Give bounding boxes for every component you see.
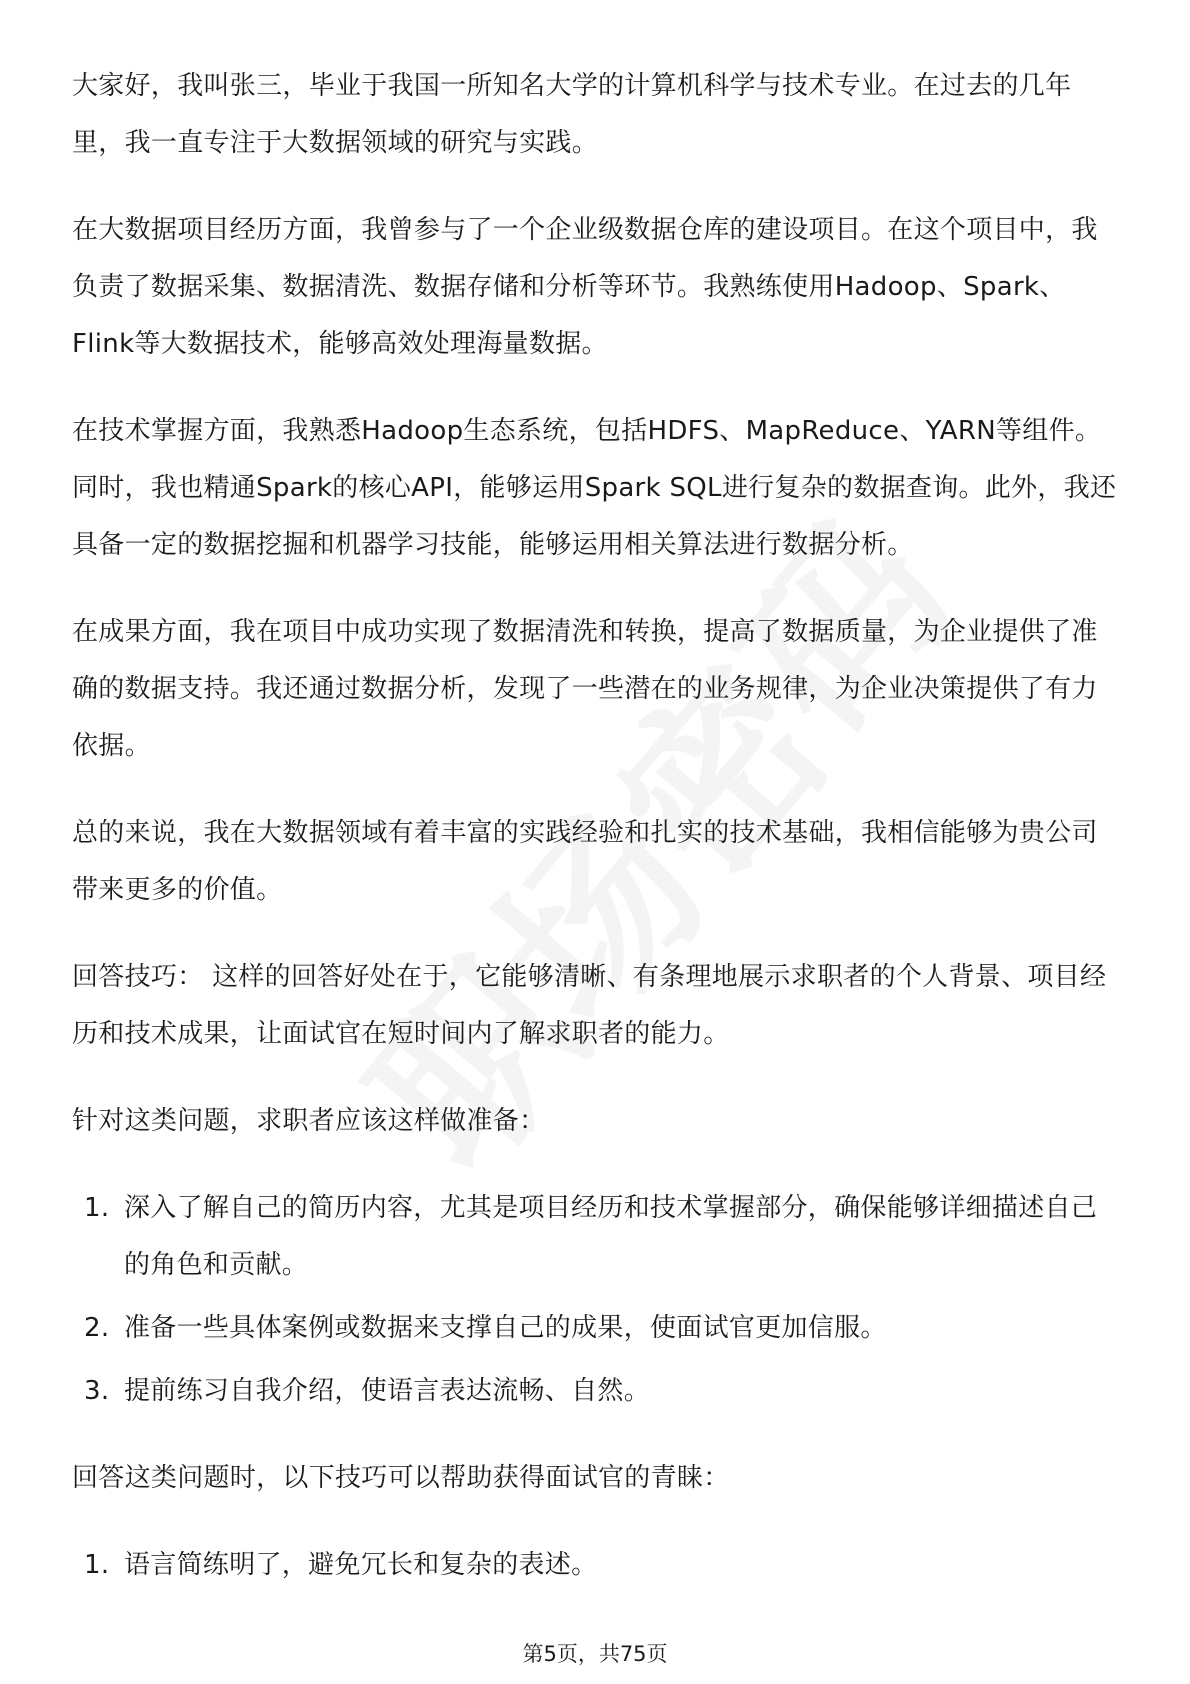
- intro-paragraph: 大家好，我叫张三，毕业于我国一所知名大学的计算机科学与技术专业。在过去的几年里，我一直专注于大数据领域的研究与实践。: [72, 71, 1072, 158]
- list-item: [72, 1537, 1122, 1594]
- page-number-footer: 第5页，共75页: [522, 1642, 668, 1666]
- list-item-text: 深入了解自己的简历内容，尤其是项目经历和技术掌握部分，确保能够详细描述自己的角色和贡献。: [124, 1193, 1098, 1280]
- achievements-paragraph: 在成果方面，我在项目中成功实现了数据清洗和转换，提高了数据质量，为企业提供了准确的数据支持。我还通过数据分析，发现了一些潜在的业务规律，为企业决策提供了有力依据。: [72, 617, 1098, 761]
- list-number: 1.: [84, 1550, 110, 1580]
- preparation-heading: 针对这类问题，求职者应该这样做准备：: [72, 1106, 546, 1136]
- list-item: [72, 1363, 1122, 1420]
- list-item: [72, 1300, 1122, 1357]
- preparation-list: [72, 1180, 1122, 1420]
- summary-paragraph: 总的来说，我在大数据领域有着丰富的实践经验和扎实的技术基础，我相信能够为贵公司带来更多的价值。: [72, 818, 1098, 905]
- list-number: 3.: [84, 1376, 110, 1406]
- page-content: [72, 58, 1122, 1624]
- list-item: [72, 1180, 1122, 1294]
- list-item-text: 语言简练明了，避免冗长和复杂的表述。: [124, 1550, 598, 1580]
- tips-list: [72, 1537, 1122, 1594]
- answer-tips-paragraph: 回答技巧： 这样的回答好处在于，它能够清晰、有条理地展示求职者的个人背景、项目经历和技术成果，让面试官在短时间内了解求职者的能力。: [72, 962, 1107, 1049]
- tech-skills-paragraph: 在技术掌握方面，我熟悉Hadoop生态系统，包括HDFS、MapReduce、YARN等组件。同时，我也精通Spark的核心API，能够运用Spark SQL进行复杂的数据查询。此外，我还具备一定的数据挖掘和机器学习技能，能够运用相关算法进行数据分析。: [72, 416, 1117, 560]
- list-number: 1.: [84, 1193, 110, 1223]
- list-item-text: 提前练习自我介绍，使语言表达流畅、自然。: [124, 1376, 651, 1406]
- project-experience-paragraph: 在大数据项目经历方面，我曾参与了一个企业级数据仓库的建设项目。在这个项目中，我负责了数据采集、数据清洗、数据存储和分析等环节。我熟练使用Hadoop、Spark、Flink等大数据技术，能够高效处理海量数据。: [72, 215, 1098, 359]
- tips-heading: 回答这类问题时，以下技巧可以帮助获得面试官的青睐：: [72, 1463, 730, 1493]
- list-item-text: 准备一些具体案例或数据来支撑自己的成果，使面试官更加信服。: [124, 1313, 887, 1343]
- list-number: 2.: [84, 1313, 110, 1343]
